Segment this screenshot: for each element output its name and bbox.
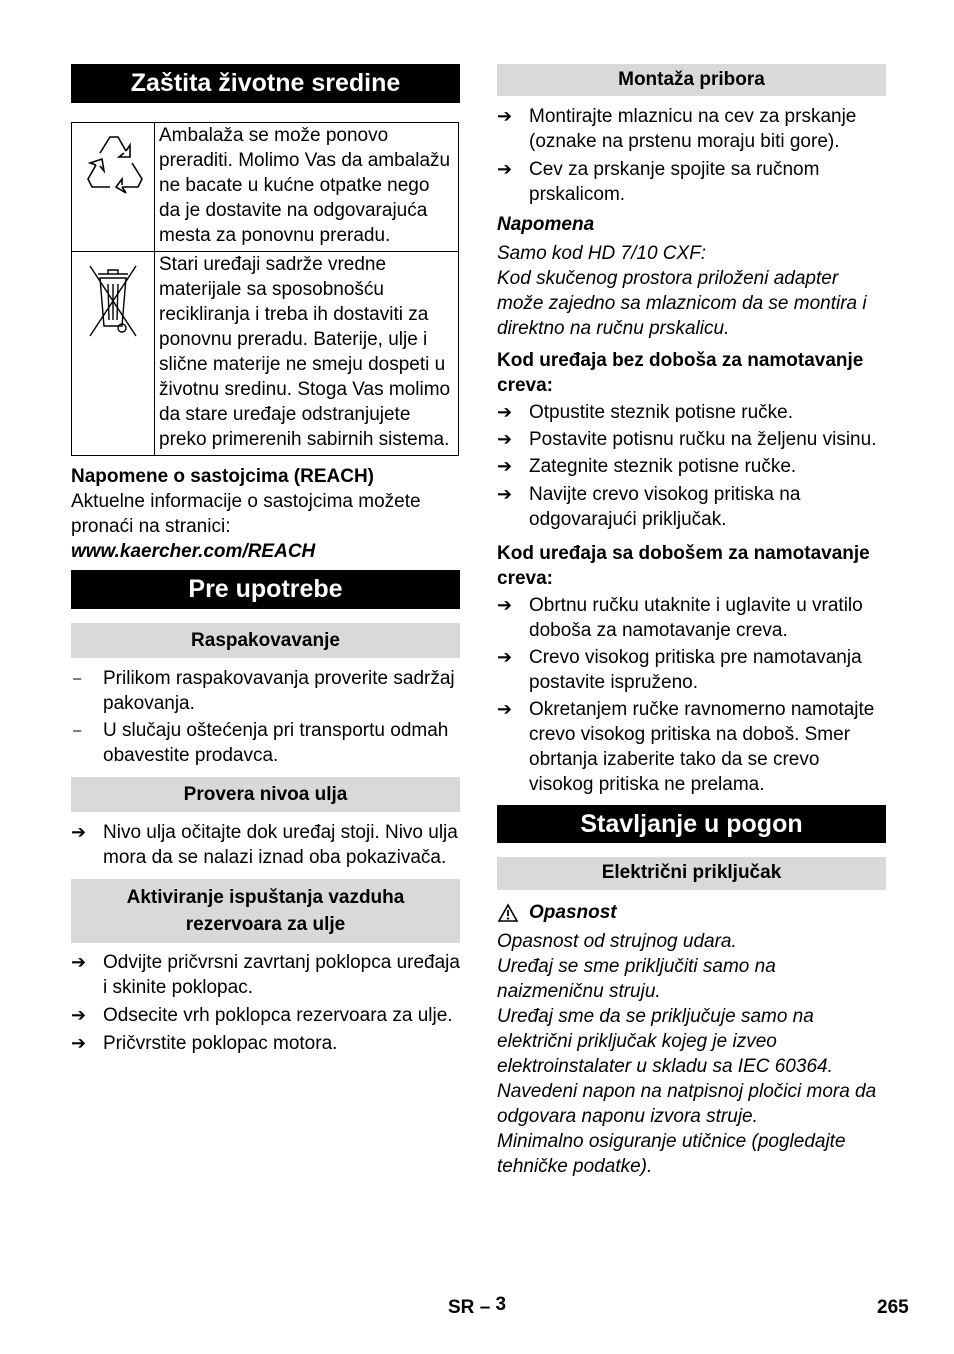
page-number: 265 [877,1297,909,1318]
reach-text: Aktuelne informacije o sastojcima možete pronaći na stranici: [71,491,421,537]
list-item [71,1003,460,1028]
opasnost-line: Uređaj sme da se priključuje samo na električni priključak kojeg je izveo elektroinstalater u skladu sa IEC 60364. [497,1006,833,1077]
arrow-icon: ➔ [497,429,513,449]
arrow-icon: ➔ [497,484,513,504]
left-column [71,64,460,1056]
footer-lang: SR [448,1297,475,1318]
reach-block [71,464,460,564]
list-item-text: U slučaju oštećenja pri transportu odmah obavestite prodavca. [103,720,449,766]
dash-marker: – [73,670,82,687]
provera-list [71,820,460,870]
raspak-list [71,666,460,768]
subsection-title-aktiviranje: Aktiviranje ispuštanja vazduha rezervoara za ulje [71,879,460,943]
arrow-icon: ➔ [71,1005,87,1025]
reach-link[interactable]: www.kaercher.com/REACH [71,541,316,562]
arrow-icon: ➔ [497,699,513,719]
list-item [497,482,886,532]
list-item [497,157,886,207]
section-title-pre-upotrebe: Pre upotrebe [71,570,460,609]
arrow-icon: ➔ [497,647,513,667]
list-item-text: Odvijte pričvrsni zavrtanj poklopca uređaja i skinite poklopac. [103,952,460,998]
subsection-title-elektricni: Električni priključak [497,857,886,890]
list-item-text: Zategnite steznik potisne ručke. [529,456,797,477]
list-item-text: Odsecite vrh poklopca rezervoara za ulje. [103,1005,453,1026]
list-item-text: Navijte crevo visokog pritiska na odgovarajući priključak. [529,484,801,530]
arrow-icon: ➔ [497,402,513,422]
subsection-title-raspakovavanje: Raspakovavanje [71,623,460,658]
list-item-text: Okretanjem ručke ravnomerno namotajte crevo visokog pritiska na doboš. Smer obrtanja izaberite tako da se crevo visokog pritiska ne prelama. [529,699,875,795]
section-title-zastita: Zaštita životne sredine [71,64,460,103]
list-item [497,645,886,695]
env-text: Stari uređaji sadrže vredne materijale sa sposobnošću recikliranja i treba ih dostaviti za ponovnu preradu. Baterije, ulje i slične materije ne smeju dospeti u životnu sredinu. Stoga Vas molimo da stare uređaje odstranjujete preko primerenih sabirnih sistema. [155,252,459,456]
opasnost-line: Uređaj se sme priključiti samo na naizmeničnu struju. [497,956,776,1002]
subsection-title-provera: Provera nivoa ulja [71,777,460,812]
montaza-list [497,104,886,207]
footer-sep: – [479,1297,491,1318]
arrow-icon: ➔ [497,456,513,476]
list-item [497,427,886,452]
crossed-bin-icon [74,252,152,342]
list-item [497,454,886,479]
arrow-icon: ➔ [497,595,513,615]
napomena-line: Samo kod HD 7/10 CXF: [497,243,707,264]
bez-doboša-title: Kod uređaja bez doboša za namotavanje creva: [497,350,864,396]
right-column [497,64,886,1179]
aktiv-list [71,950,460,1056]
list-item [71,950,460,1000]
opasnost-line: Minimalno osiguranje utičnice (pogledajte tehničke podatke). [497,1131,846,1177]
table-row [72,123,459,252]
opasnost-line: Opasnost od strujnog udara. [497,931,737,952]
opasnost-text [497,929,886,1179]
footer-section-marker [448,1294,507,1319]
opasnost-line: Navedeni napon na natpisnoj pločici mora da odgovara naponu izvora struje. [497,1081,877,1127]
arrow-icon: ➔ [71,822,87,842]
arrow-icon: ➔ [71,952,87,972]
opasnost-heading [497,900,886,925]
sa-dobošem-title: Kod uređaja sa dobošem za namotavanje creva: [497,543,870,589]
section-title-stavljanje: Stavljanje u pogon [497,805,886,843]
list-item-text: Montirajte mlaznicu na cev za prskanje (oznake na prstenu moraju biti gore). [529,106,857,152]
arrow-icon: ➔ [497,106,513,126]
list-item [71,820,460,870]
napomena-label: Napomena [497,214,595,235]
opasnost-label: Opasnost [529,902,617,923]
list-item-text: Nivo ulja očitajte dok uređaj stoji. Nivo ulja mora da se nalazi iznad oba pokazivača. [103,822,458,868]
footer-section-page: 3 [495,1294,507,1315]
list-item-text: Cev za prskanje spojite sa ručnom prskalicom. [529,159,820,205]
dash-marker: – [73,722,82,739]
list-item-text: Obrtnu ručku utaknite i uglavite u vratilo doboša za namotavanje creva. [529,595,863,641]
list-item [71,1031,460,1056]
recycle-icon [74,123,152,219]
arrow-icon: ➔ [71,1033,87,1053]
list-item [497,400,886,425]
sa-list [497,593,886,797]
list-item-text: Prilikom raspakovavanja proverite sadržaj pakovanja. [103,668,455,714]
env-text: Ambalaža se može ponovo preraditi. Molimo Vas da ambalažu ne bacate u kućne otpatke nego da je dostavite na odgovarajuća mesta za ponovnu preradu. [155,123,459,252]
list-item [497,104,886,154]
subsection-title-montaza: Montaža pribora [497,64,886,96]
list-item [497,593,886,643]
list-item [497,697,886,797]
list-item-text: Postavite potisnu ručku na željenu visinu. [529,429,877,450]
environment-table [71,122,459,456]
list-item [71,718,460,768]
list-item-text: Pričvrstite poklopac motora. [103,1033,338,1054]
bez-list [497,400,886,532]
arrow-icon: ➔ [497,159,513,179]
icon-cell [72,123,155,252]
warning-icon [497,903,519,923]
reach-title: Napomene o sastojcima (REACH) [71,466,375,487]
table-row [72,252,459,456]
napomena-line: Kod skučenog prostora priloženi adapter može zajedno sa mlaznicom da se montira i direktno na ručnu prskalicu. [497,268,867,339]
list-item [71,666,460,716]
list-item-text: Crevo visokog pritiska pre namotavanja postavite ispruženo. [529,647,862,693]
icon-cell [72,252,155,456]
list-item-text: Otpustite steznik potisne ručke. [529,402,794,423]
